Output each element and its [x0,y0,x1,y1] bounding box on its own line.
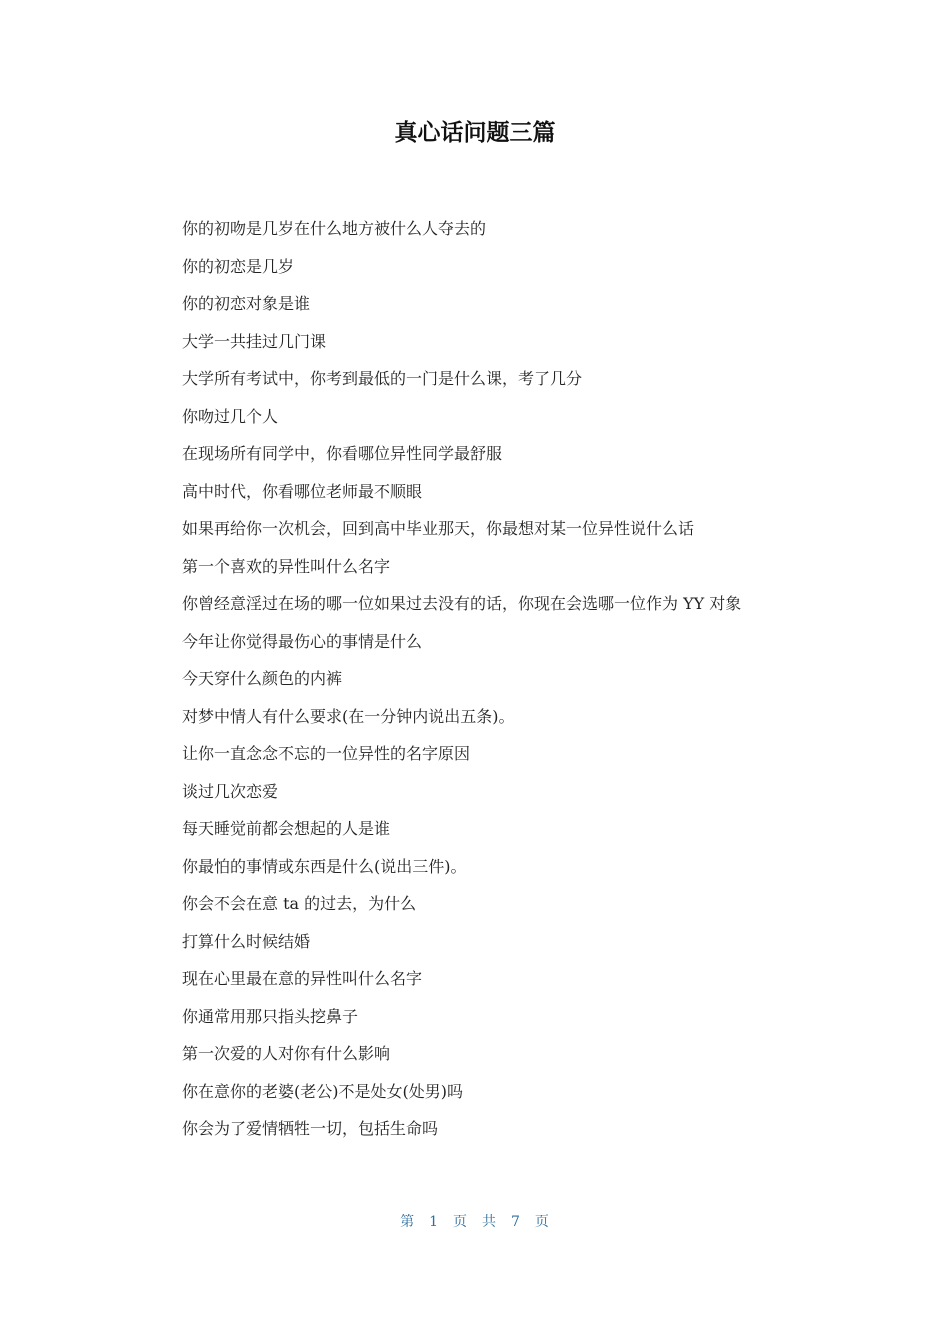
paragraph: 打算什么时候结婚 [182,931,311,951]
paragraph: 现在心里最在意的异性叫什么名字 [182,969,423,988]
page-unit: 页 [453,1214,468,1230]
page-number: 1 [429,1214,439,1230]
paragraph: 如果再给你一次机会，回到高中毕业那天，你最想对某一位异性说什么话 [182,519,695,538]
paragraph: 让你一直念念不忘的一位异性的名字原因 [182,744,471,763]
paragraph: 在现场所有同学中，你看哪位异性同学最舒服 [182,444,503,463]
paragraph: 你的初恋对象是谁 [182,294,311,313]
paragraph: 大学一共挂过几门课 [182,331,327,351]
paragraph: 你最怕的事情或东西是什么(说出三件)。 [182,856,467,876]
paragraph: 你的初吻是几岁在什么地方被什么人夺去的 [182,219,487,238]
paragraph: 你在意你的老婆(老公)不是处女(处男)吗 [182,1081,463,1101]
paragraph: 你曾经意淫过在场的哪一位如果过去没有的话，你现在会选哪一位作为 YY 对象 [182,594,742,613]
total-unit: 页 [534,1214,550,1230]
paragraph: 大学所有考试中，你考到最低的一门是什么课，考了几分 [182,369,583,388]
paragraph: 今年让你觉得最伤心的事情是什么 [182,631,423,651]
paragraph: 今天穿什么颜色的内裤 [182,669,343,688]
page-footer [0,1210,950,1234]
total-word: 共 [482,1214,497,1230]
paragraph: 你会为了爱情牺牲一切，包括生命吗 [182,1119,439,1138]
paragraph: 每天睡觉前都会想起的人是谁 [182,819,391,838]
document-title: 真心话问题三篇 [394,120,556,146]
paragraph: 高中时代，你看哪位老师最不顺眼 [182,481,423,501]
paragraph: 你吻过几个人 [182,406,279,426]
total-pages: 7 [511,1214,521,1230]
paragraph: 第一次爱的人对你有什么影响 [182,1044,391,1063]
paragraph: 谈过几次恋爱 [182,781,279,801]
paragraph: 对梦中情人有什么要求(在一分钟内说出五条)。 [182,706,515,726]
paragraph: 你通常用那只指头挖鼻子 [182,1006,359,1026]
paragraph: 第一个喜欢的异性叫什么名字 [182,556,391,576]
paragraph: 你的初恋是几岁 [182,256,295,276]
document-body [143,210,803,1148]
page-word: 第 [400,1214,416,1230]
paragraph: 你会不会在意 ta 的过去，为什么 [182,894,417,913]
